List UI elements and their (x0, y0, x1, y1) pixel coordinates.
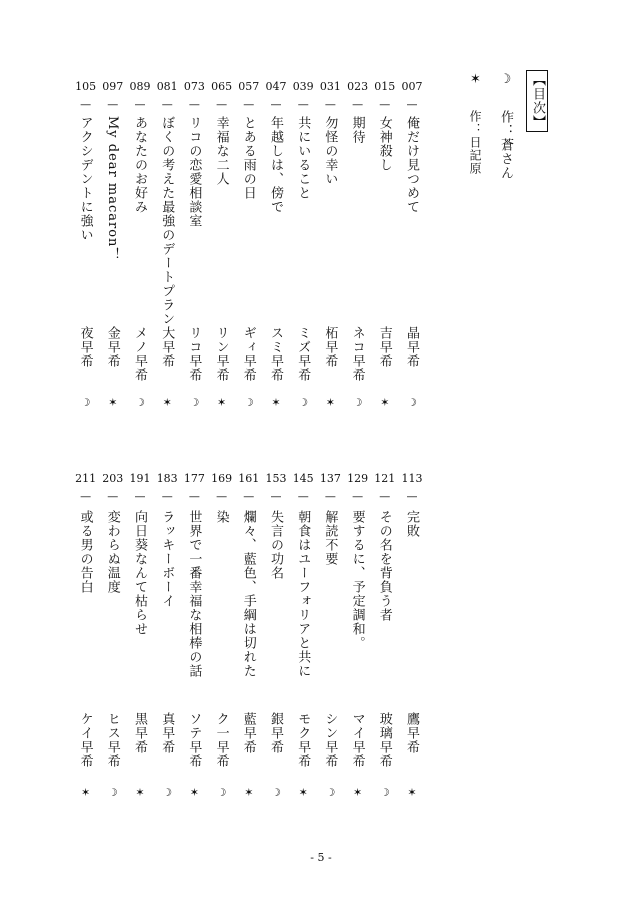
toc-title: 或る男の告白 (77, 510, 93, 594)
toc-author: 夜早希 (77, 326, 93, 368)
page-number: - 5 - (310, 851, 332, 864)
toc-author: メノ早希 (132, 326, 147, 382)
toc-separator: — (297, 98, 309, 111)
toc-separator: — (80, 490, 92, 503)
credit-line-nikkihara: 作：日記原 (468, 110, 482, 175)
toc-title: 染 (213, 510, 229, 524)
toc-author: ミズ早希 (295, 326, 311, 382)
toc-page-number: 081 (156, 80, 178, 93)
toc-page-number: 177 (183, 472, 205, 485)
toc-title: 要するに、予定調和。 (349, 510, 365, 650)
toc-author: 藍早希 (240, 712, 256, 754)
toc-author: 柘早希 (322, 326, 338, 368)
toc-page-number: 137 (319, 472, 341, 485)
toc-page-number: 113 (401, 472, 423, 485)
star-icon: ✶ (271, 396, 281, 409)
toc-author: シン早希 (322, 712, 338, 768)
toc-author: 吉早希 (376, 326, 392, 368)
moon-icon: ☽ (298, 396, 309, 409)
star-icon: ✶ (352, 786, 363, 799)
toc-author: リコ早希 (186, 326, 202, 382)
toc-separator: — (243, 490, 255, 503)
toc-separator: — (188, 98, 200, 111)
toc-separator: — (406, 98, 418, 111)
moon-icon: ☽ (80, 396, 91, 409)
moon-icon: ☽ (271, 786, 281, 799)
star-icon: ✶ (135, 786, 145, 799)
credit-symbol-moon: ☽ (498, 72, 513, 88)
moon-icon: ☽ (189, 396, 200, 409)
star-icon: ✶ (244, 786, 254, 799)
toc-separator: — (297, 490, 309, 503)
toc-title: 朝食はユーフォリアと共に (295, 510, 311, 678)
toc-separator: — (216, 98, 228, 111)
toc-page-number: 129 (347, 472, 369, 485)
toc-separator: — (216, 490, 228, 503)
toc-title: 幸福な二人 (213, 116, 229, 186)
toc-author: 鷹早希 (404, 712, 419, 754)
star-icon: ✶ (80, 786, 91, 799)
star-icon: ✶ (162, 396, 172, 409)
toc-author: 黒早希 (132, 712, 147, 754)
toc-title: 完敗 (404, 510, 419, 538)
toc-page-number: 203 (102, 472, 124, 485)
toc-page-number: 031 (319, 80, 341, 93)
toc-page-number: 191 (129, 472, 151, 485)
toc-page-number: 089 (129, 80, 151, 93)
toc-page-number: 023 (347, 80, 369, 93)
moon-icon: ☽ (107, 786, 118, 799)
star-icon: ✶ (407, 786, 417, 799)
toc-title: 世界で一番幸福な相棒の話 (186, 510, 202, 678)
toc-title: とある雨の日 (240, 116, 256, 200)
toc-title: 変わらぬ温度 (104, 510, 120, 594)
toc-author: リン早希 (213, 326, 229, 382)
star-icon: ✶ (298, 786, 308, 799)
toc-page-number: 211 (75, 472, 97, 485)
toc-separator: — (270, 490, 282, 503)
toc-title: 女神殺し (376, 116, 392, 172)
toc-separator: — (379, 490, 391, 503)
toc-heading: 【目次】 (526, 70, 548, 132)
credit-symbol-star: ✶ (468, 72, 483, 88)
toc-title: My dear macaron！ (104, 116, 120, 262)
toc-author: ヒス早希 (104, 712, 120, 768)
toc-title: 年越しは、傍で (268, 116, 283, 214)
moon-icon: ☽ (407, 396, 417, 409)
toc-separator: — (270, 98, 282, 111)
toc-title: 爛々、藍色、手綱は切れた (240, 510, 256, 678)
toc-title: ぼくの考えた最強のデートプラン (159, 116, 175, 326)
toc-page-number: 161 (238, 472, 260, 485)
toc-author: マイ早希 (349, 712, 365, 768)
toc-author: ギィ早希 (240, 326, 256, 382)
toc-separator: — (107, 490, 119, 503)
toc-separator: — (161, 98, 173, 111)
toc-title: アクシデントに強い (77, 116, 93, 242)
toc-author: 晶早希 (404, 326, 419, 368)
moon-icon: ☽ (216, 786, 227, 799)
toc-separator: — (406, 490, 418, 503)
toc-title: 失言の功名 (268, 510, 283, 580)
toc-page-number: 057 (238, 80, 260, 93)
toc-page-number: 047 (265, 80, 287, 93)
toc-author: ク一早希 (213, 712, 229, 768)
toc-author: モク早希 (295, 712, 311, 768)
toc-page-number: 065 (211, 80, 233, 93)
toc-page-number: 183 (156, 472, 178, 485)
toc-title: 解読不要 (322, 510, 338, 566)
toc-page-number: 153 (265, 472, 287, 485)
star-icon: ✶ (189, 786, 199, 799)
toc-separator: — (243, 98, 255, 111)
toc-separator: — (161, 490, 173, 503)
toc-separator: — (134, 490, 146, 503)
toc-author: 大早希 (159, 326, 175, 368)
toc-separator: — (379, 98, 391, 111)
star-icon: ✶ (108, 396, 118, 409)
toc-title: リコの恋愛相談室 (186, 116, 202, 228)
toc-page-number: 073 (183, 80, 205, 93)
star-icon: ✶ (325, 396, 335, 409)
moon-icon: ☽ (243, 396, 254, 409)
toc-title: その名を背負う者 (376, 510, 392, 622)
moon-icon: ☽ (325, 786, 336, 799)
star-icon: ✶ (216, 396, 227, 409)
star-icon: ✶ (380, 396, 390, 409)
toc-author: ネコ早希 (349, 326, 365, 382)
toc-page-number: 105 (75, 80, 97, 93)
credit-line-aosan: 作：蒼さん (498, 110, 513, 180)
toc-separator: — (324, 490, 336, 503)
toc-separator: — (352, 490, 364, 503)
toc-page-number: 039 (292, 80, 314, 93)
moon-icon: ☽ (135, 396, 145, 409)
toc-page-number: 121 (374, 472, 396, 485)
moon-icon: ☽ (379, 786, 390, 799)
toc-page-number: 097 (102, 80, 124, 93)
toc-author: 玻璃早希 (376, 712, 392, 768)
toc-title: 俺だけ見つめて (404, 116, 419, 214)
toc-author: 真早希 (159, 712, 175, 754)
toc-title: 期待 (349, 116, 365, 144)
toc-author: ケイ早希 (77, 712, 93, 768)
toc-title: ラッキーボーイ (159, 510, 175, 608)
toc-separator: — (324, 98, 336, 111)
toc-page-number: 015 (374, 80, 396, 93)
toc-title: 向日葵なんて枯らせ (132, 510, 147, 636)
toc-separator: — (80, 98, 92, 111)
toc-author: ソテ早希 (186, 712, 202, 768)
toc-page-number: 007 (401, 80, 423, 93)
toc-title: 勿怪の幸い (322, 116, 338, 186)
toc-title: 共にいること (295, 116, 311, 200)
toc-title: あなたのお好み (132, 116, 147, 214)
toc-separator: — (188, 490, 200, 503)
toc-page-number: 169 (211, 472, 233, 485)
toc-separator: — (107, 98, 119, 111)
toc-separator: — (134, 98, 146, 111)
toc-page-number: 145 (292, 472, 314, 485)
toc-author: スミ早希 (268, 326, 283, 382)
toc-separator: — (352, 98, 364, 111)
moon-icon: ☽ (352, 396, 363, 409)
moon-icon: ☽ (162, 786, 173, 799)
toc-author: 銀早希 (268, 712, 283, 754)
toc-author: 金早希 (104, 326, 120, 368)
